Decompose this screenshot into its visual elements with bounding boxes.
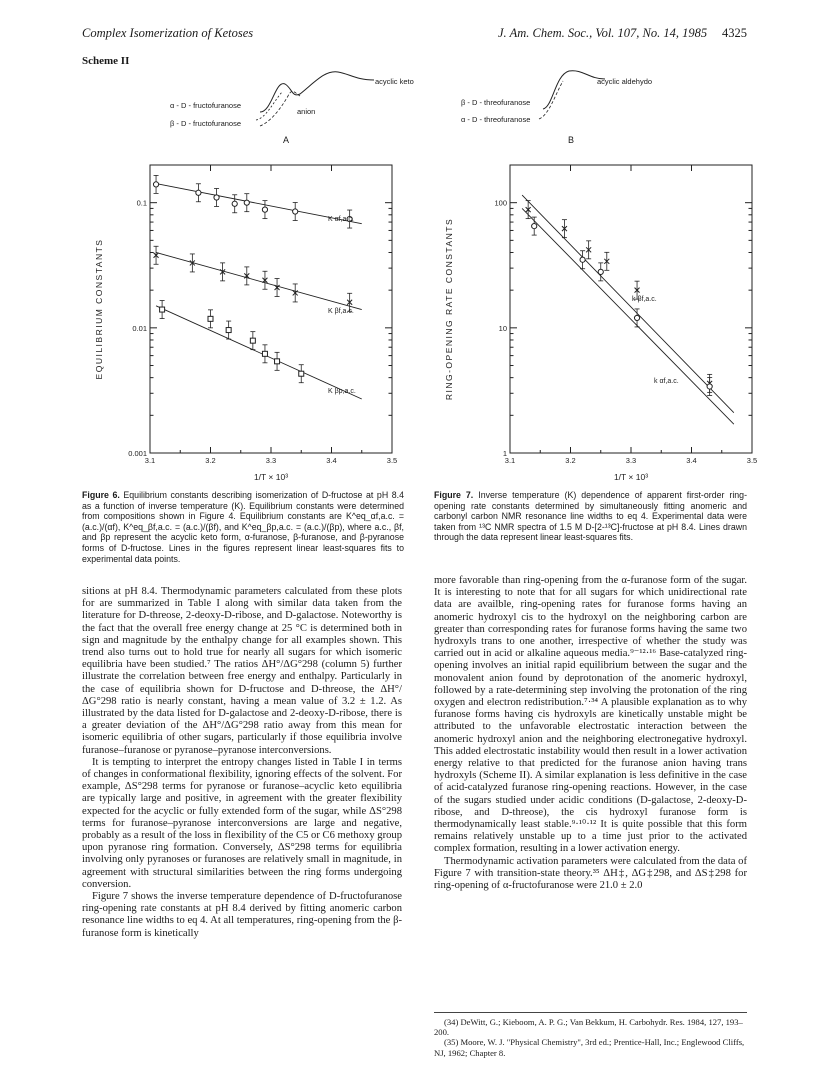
- scheme-a-top-label: acyclic keto: [375, 77, 414, 86]
- figure7-chart: [440, 155, 770, 490]
- y-axis-label: EQUILIBRIUM CONSTANTS: [94, 238, 104, 380]
- left-paragraph-2: It is tempting to interpret the entropy changes listed in Table I in terms of changes in conformational flexibility, ignoring effects of the solvent. For example, ΔS°298 terms for pyranose or furanose–acyclic keto equilibria are typically large and positive, in agreement with the greater flexibility expected for the acyclic or fully extended form of the sugar, while ΔS°298 terms for furanose–pyranose interconversions are large and negative, probably as a result of the loss in flexibility of the C5 or C6 methoxy group upon pyranose ring formation. Conversely, ΔS°298 terms for equilibria involving only pyranoses or furanoses are relatively small in magnitude, in agreement with structural similarities between the ring forms undergoing conversion.: [82, 756, 402, 890]
- scheme-b-letter: B: [568, 135, 575, 145]
- curve-label: k βf,a.c.: [632, 296, 657, 303]
- x-tick-label: 3.3: [265, 456, 277, 465]
- plot-frame: [510, 165, 752, 453]
- data-point: [262, 207, 267, 212]
- left-paragraph-3: Figure 7 shows the inverse temperature dependence of D-fructofuranose ring-opening rate constants at pH 8.4 derived by fitting anomeric carbon resonance line widths to eq 4. At all temperatures, ring-opening from the β-furanose form is kinetically: [82, 891, 402, 939]
- y-tick-label: 1: [502, 449, 507, 458]
- data-point: [634, 315, 639, 320]
- left-column: [82, 586, 402, 940]
- figure6-chart: [80, 155, 410, 490]
- x-axis-label: 1/T × 10³: [253, 472, 289, 482]
- scheme-a-letter: A: [283, 135, 290, 145]
- data-point: [244, 200, 249, 205]
- curve-label: K βp,a.c.: [328, 388, 356, 395]
- page-number: 4325: [722, 26, 747, 40]
- curve-label: K αf,a.c.: [328, 216, 354, 223]
- data-point: [275, 359, 280, 364]
- data-point: [214, 195, 219, 200]
- x-tick-label: 3.2: [565, 456, 576, 465]
- data-point: [153, 182, 158, 187]
- data-point: [232, 201, 237, 206]
- scheme-b-left2: α - D - threofuranose: [461, 115, 531, 124]
- y-tick-label: 10: [498, 323, 507, 333]
- y-axis-label: RING-OPENING RATE CONSTANTS: [444, 217, 454, 401]
- right-paragraph-2: Thermodynamic activation parameters were calculated from the data of Figure 7 with transition-state theory.³⁵ ΔH‡, ΔG‡298, and ΔS‡298 for ring-opening of α-fructofuranose were 21.0 ± 2.0: [434, 855, 747, 892]
- data-point: [707, 384, 712, 389]
- scheme-title: Scheme II: [82, 55, 130, 67]
- data-point: [598, 269, 603, 274]
- data-point: [532, 223, 537, 228]
- data-point: [580, 257, 585, 262]
- running-title: Complex Isomerization of Ketoses: [82, 26, 254, 40]
- references: [434, 1017, 747, 1058]
- data-point: [293, 209, 298, 214]
- figure6-caption: [82, 490, 404, 564]
- scheme-b-left1: β - D - threofuranose: [461, 98, 531, 107]
- fit-line: [156, 252, 362, 309]
- left-paragraph-1: sitions at pH 8.4. Thermodynamic parameters calculated from these plots for are summarized in Table I along with similar data taken from the literature for D-threose, 2-deoxy-D-ribose, and D-galactose. Noteworthy is the fact that the overall free energy change at 25 °C is determined both in sign and magnitude by the enthalpy change for all examples shown. This trend also turns out to hold true for nearly all sugars for which isomeric equilibria have been studied.⁷ The ratios ΔH°/ΔG°298 (column 5) further illustrate the correlation between free energy and enthalpy. Particularly in the case of equilibria shown for D-fructose and D-threose, the ΔH°/ΔG°298 ratio is nearly constant, having a mean value of 3.2 ± 1.2. As illustrated by the data listed for D-galactose and 2-deoxy-D-ribose, there is a greater deviation of the ΔH°/ΔG°298 ratio away from this mean for isomeric equilibria of other sugars, particularly if those equilibria involve furanose–furanose or pyranose–pyranose interconversions.: [82, 586, 402, 756]
- plot-frame: [150, 165, 392, 453]
- x-tick-label: 3.2: [205, 456, 216, 465]
- data-point: [160, 307, 165, 312]
- right-column: [434, 575, 747, 892]
- x-axis-label: 1/T × 10³: [613, 472, 649, 482]
- figure6-caption-num: Figure 6.: [82, 490, 120, 500]
- scheme-b-diagram: [535, 65, 655, 137]
- data-point: [262, 351, 267, 356]
- x-tick-label: 3.3: [625, 456, 637, 465]
- x-tick-label: 3.1: [144, 456, 156, 465]
- footnote-rule: [434, 1012, 747, 1013]
- figure6-caption-text: Equilibrium constants describing isomerization of D-fructose at pH 8.4 as a function of inverse temperature (K). Equilibrium constants were determined from compositions shown in Figure 4. Equilibrium constants are K^eq_αf,a.c. = (a.c.)/(αf), K^eq_βf,a.c. = (a.c.)/(βf), and K^eq_βp,a.c. = (a.c.)/(βp), where a.c., βf, and βp represent the acyclic keto form, α-furanose, β-furanose, and β-pyranose forms of D-fructose. Lines in the figures represent linear least-squares fits to experimental data points.: [82, 490, 404, 564]
- data-point: [196, 190, 201, 195]
- data-point: [299, 371, 304, 376]
- x-tick-label: 3.5: [386, 456, 398, 465]
- reference-34: (34) DeWitt, G.; Kieboom, A. P. G.; Van Bekkum, H. Carbohydr. Res. 1984, 127, 193–200.: [434, 1017, 743, 1038]
- scheme-b-top-label: acyclic aldehydo: [597, 77, 653, 86]
- data-point: [250, 338, 255, 343]
- figure7-caption: [434, 490, 747, 543]
- fit-line: [522, 195, 734, 413]
- y-tick-label: 0.001: [128, 449, 147, 458]
- reference-35: (35) Moore, W. J. "Physical Chemistry", 3rd ed.; Prentice-Hall, Inc.; Englewood Cliffs, NJ, 1962; Chapter 8.: [434, 1037, 745, 1058]
- data-point: [208, 316, 213, 321]
- curve-label: K βf,a.c.: [328, 308, 354, 315]
- x-tick-label: 3.1: [504, 456, 516, 465]
- x-tick-label: 3.4: [686, 456, 697, 465]
- x-tick-label: 3.5: [746, 456, 758, 465]
- y-tick-label: 0.1: [136, 198, 147, 208]
- figure7-caption-text: Inverse temperature (K) dependence of apparent first-order ring-opening rate constants determined by simultaneously fitting anomeric and carbonyl carbon NMR resonance line widths to eq 4. Experimental data were taken from ¹³C NMR spectra of 1.5 M D-[2-¹³C]-fructose at pH 8.4. Lines drawn through the data represent linear least-squares fits.: [434, 490, 748, 543]
- right-paragraph-1: more favorable than ring-opening from the α-furanose form of the sugar. It is interesting to note that for all sugars for which unidirectional rate data are availble, ring-opening rates for furanose forms having an anomeric hydroxyl cis to the hydroxyl on the neighboring carbon are greater than corresponding rates for furanose forms having the same two hydroxyls trans to one another, irrespective of whether the study was carried out in acid or alkaline aqueous media.⁹⁻¹²·¹⁶ Base-catalyzed ring-opening involves an initial rapid equilibrium between the sugar and the monovalent anion found by deprotonation of the anomeric hydroxyl, followed by a rate-determining step involving the protonation of the ring oxygen and electron redistribution.⁷·³⁴ A plausible explanation as to why furanose forms having cis hydroxyls are kinetically unstable might be attributed to the unfavorable electrostatic interaction between the anomeric hydroxyl anion and the neighboring electronegative hydroxyl. This added electrostatic instability would then result in a lower activation energy relative to that predicted for the furanose anion having trans hydroxyls (Scheme II). A similar explanation is less definitive in the case of acid-catalyzed furanose ring-opening reactions. However, in the case of the sugars studied under acidic conditions (D-galactose, 2-deoxy-D-ribose, and D-threose), the cis hydroxyl furanose form is thermodynamically least stable.⁹·¹⁰·¹² It is quite possible that this form remains relatively unstable up to a time just prior to the activated complex formation, resulting in a lower activation energy.: [434, 575, 747, 855]
- scheme-a-mid-label: anion: [297, 107, 316, 116]
- fit-line: [522, 208, 734, 424]
- scheme-a-left1: α - D - fructofuranose: [170, 101, 242, 110]
- journal-citation: J. Am. Chem. Soc., Vol. 107, No. 14, 1985: [498, 26, 708, 40]
- y-tick-label: 100: [494, 198, 507, 208]
- curve-label: k αf,a.c.: [654, 378, 679, 385]
- scheme-a-left2: β - D - fructofuranose: [170, 119, 242, 128]
- fit-line: [156, 306, 362, 399]
- data-point: [226, 328, 231, 333]
- figure7-caption-num: Figure 7.: [434, 490, 474, 500]
- y-tick-label: 0.01: [132, 323, 147, 333]
- x-tick-label: 3.4: [326, 456, 337, 465]
